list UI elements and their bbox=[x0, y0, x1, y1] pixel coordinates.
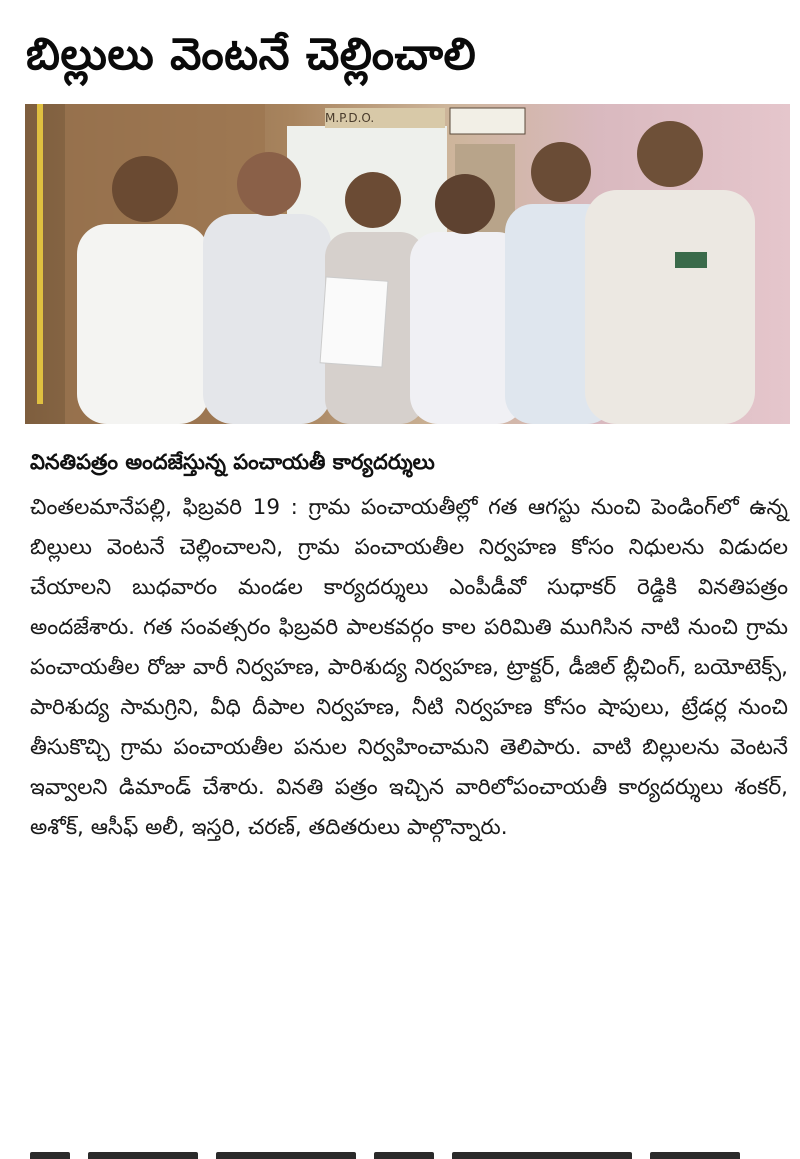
photo-caption: వినతిపత్రం అందజేస్తున్న పంచాయతీ కార్యదర్శులు bbox=[30, 450, 435, 474]
headline: బిల్లులు వెంటనే చెల్లించాలి bbox=[26, 29, 477, 80]
news-photo bbox=[25, 104, 790, 424]
news-photo-illustration bbox=[25, 104, 790, 424]
photo-sign: M.P.D.O. bbox=[325, 111, 375, 125]
article-body: చింతలమానేపల్లి, ఫిబ్రవరి 19 : గ్రామ పంచాయతీల్లో గత ఆగస్టు నుంచి పెండింగ్‌లో ఉన్న బిల్లులు వెంటనే చెల్లించాలని, గ్రామ పంచాయతీల నిర్వహణ కోసం నిధులను విడుదల చేయాలని బుధవారం మండల కార్యదర్శులు ఎంపీడీవో సుధాకర్ రెడ్డికి వినతిపత్రం అందజేశారు. గత సంవత్సరం ఫిబ్రవరి పాలకవర్గం కాల పరిమితి ముగిసిన నాటి నుంచి గ్రామ పంచాయతీల రోజు వారీ నిర్వహణ, పారిశుద్య నిర్వహణ, ట్రాక్టర్, డీజిల్ బ్లీచింగ్, బయోటెక్స్, పారిశుద్య సామగ్రిని, వీధి దీపాల నిర్వహణ, నీటి నిర్వహణ కోసం షాపులు, ట్రేడర్ల నుంచి తీసుకొచ్చి గ్రామ పంచాయతీల పనుల నిర్వహించామని తెలిపారు. వాటి బిల్లులను వెంటనే ఇవ్వాలని డిమాండ్ చేశారు. వినతి పత్రం ఇచ్చిన వారిలోపంచాయతీ కార్యదర్శులు శంకర్, అశోక్, ఆసీఫ్ అలీ, ఇస్తరి, చరణ్, తదితరులు పాల్గొన్నారు. bbox=[30, 495, 788, 840]
next-article-cutoff bbox=[30, 1146, 770, 1159]
